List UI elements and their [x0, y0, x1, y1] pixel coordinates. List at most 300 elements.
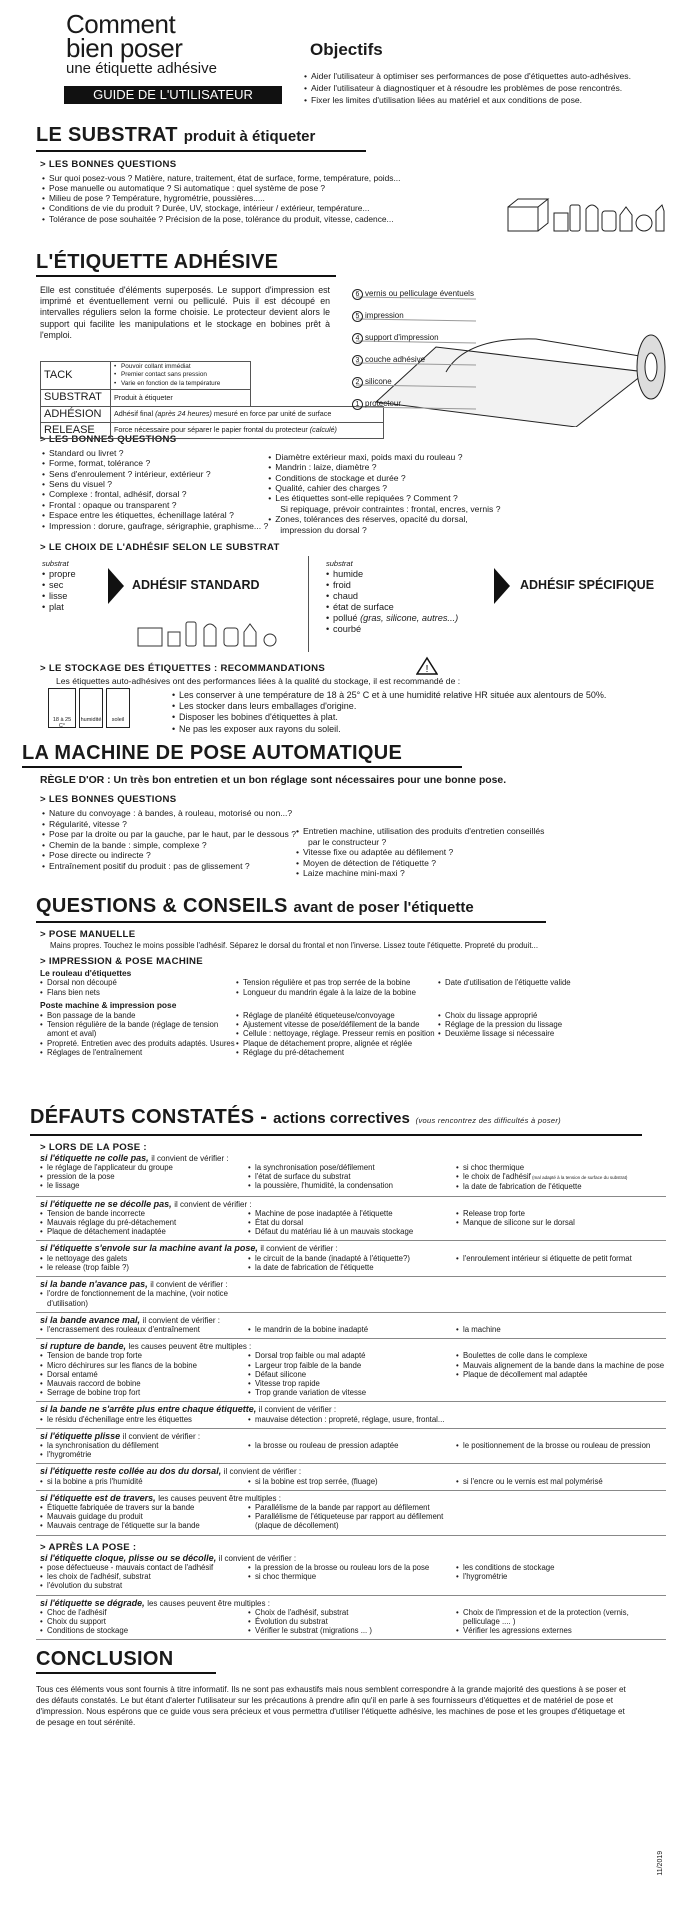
list-item: • Parallélisme de l'étiqueteuse par rapport au défilement (plaque de décollement)	[248, 1512, 456, 1530]
defect-column	[248, 1563, 456, 1591]
list-item: • Serrage de bobine trop fort	[40, 1388, 248, 1397]
list-item: • Défaut silicone	[248, 1370, 456, 1379]
list-item: • Choix du support	[40, 1617, 248, 1626]
list-item: • Propreté. Entretien avec des produits adaptés. Usures	[40, 1039, 236, 1048]
choice-title: > LE CHOIX DE L'ADHÉSIF SELON LE SUBSTRAT	[40, 542, 666, 554]
machine-section	[36, 775, 666, 895]
defect-column	[40, 1209, 248, 1237]
list-item: • Largeur trop faible de la bande	[248, 1361, 456, 1370]
list-item: • la poussière, l'humidité, la condensation	[248, 1181, 456, 1190]
objectives-list	[304, 70, 680, 106]
main-title: Comment bien poser	[66, 9, 183, 63]
arrow-right-icon	[492, 566, 512, 606]
defect-column	[40, 1503, 248, 1531]
list-item: • Qualité, cahier des charges ?	[268, 483, 500, 493]
list-item: • Conditions de stockage	[40, 1626, 248, 1635]
layer-number: 6	[352, 289, 363, 300]
defect-column	[248, 1608, 456, 1636]
defect-block	[40, 1432, 666, 1460]
layer-label	[352, 283, 502, 305]
layer-label	[352, 305, 502, 327]
release-label: RELEASE	[41, 423, 111, 439]
defect-block	[40, 1405, 666, 1423]
list-item: • Conditions de stockage et durée ?	[268, 473, 500, 483]
list-item: • Entretien machine, utilisation des produits d'entretien conseillés	[296, 826, 544, 837]
layer-text: support d'impression	[365, 333, 439, 343]
manual-text: Mains propres. Touchez le moins possible l'adhésif. Séparez le dorsal du frontal et non l'inverse. Lissez toute l'étiquette. Propreté du produit...	[50, 941, 539, 951]
list-item: • Les étiquettes sont-elle repiquées ? Comment ?	[268, 493, 500, 503]
list-item: • Espace entre les étiquettes, échenillage latéral ?	[42, 510, 268, 520]
list-item: • Date d'utilisation de l'étiquette valide	[438, 978, 666, 987]
storage-intro: Les étiquettes auto-adhésives ont des performances liées à la qualité du stockage, il est recommandé de :	[56, 676, 461, 687]
storage-item: • Les stocker dans leurs emballages d'origine.	[172, 701, 606, 712]
list-item: • Bon passage de la bande	[40, 1011, 236, 1020]
conclusion-heading: CONCLUSION	[36, 1648, 216, 1674]
list-item: • Réglage de planéité étiqueteuse/convoyage	[236, 1011, 438, 1020]
column-list	[40, 1011, 236, 1058]
list-item: • la synchronisation du défilement	[40, 1441, 248, 1450]
defect-column	[456, 1325, 666, 1334]
defect-column	[456, 1209, 666, 1237]
divider	[36, 1639, 666, 1640]
list-item: • l'évolution du substrat	[40, 1581, 248, 1590]
list-item: • sec	[42, 580, 76, 591]
defect-column	[40, 1415, 248, 1424]
list-item: • Pose directe ou indirecte ?	[42, 850, 296, 861]
layer-label	[352, 349, 502, 371]
storage-item: • Disposer les bobines d'étiquettes à plat.	[172, 712, 606, 723]
defect-heading: si l'étiquette s'envole sur la machine avant la pose, il convient de vérifier :	[40, 1243, 338, 1254]
list-item: • le nettoyage des galets	[40, 1254, 248, 1263]
list-item: • Choix de l'adhésif, substrat	[248, 1608, 456, 1617]
list-item: • Laize machine mini-maxi ?	[296, 868, 544, 879]
list-item: • le lissage	[40, 1181, 248, 1190]
substrat-questions	[42, 173, 512, 224]
defect-column	[456, 1254, 666, 1272]
divider	[36, 1196, 666, 1197]
defect-column	[248, 1415, 456, 1424]
list-item: • pose défectueuse - mauvais contact de l'adhésif	[40, 1563, 248, 1572]
divider	[36, 1338, 666, 1339]
column-list	[236, 1011, 438, 1058]
release-text: Force nécessaire pour séparer le papier frontal du protecteur (calculé)	[111, 423, 384, 439]
divider	[36, 1401, 666, 1402]
defect-column	[248, 1351, 456, 1397]
spec-list	[326, 569, 458, 635]
list-item: • l'hygrométrie	[456, 1572, 666, 1581]
defect-block	[40, 1599, 666, 1636]
etiquette-questions	[36, 434, 666, 535]
list-item: • le réglage de l'applicateur du groupe	[40, 1163, 248, 1172]
list-item: • mauvaise détection : propreté, réglage, usure, frontal...	[248, 1415, 456, 1424]
defect-heading: si l'étiquette se dégrade, les causes peuvent être multiples :	[40, 1597, 270, 1608]
question-item: • Sur quoi posez-vous ? Matière, nature, traitement, état de surface, forme, température, poids...	[42, 173, 512, 183]
choice-divider	[308, 556, 309, 652]
thermometer-icon: 18 à 25 C°	[48, 688, 76, 728]
defect-block	[40, 1342, 666, 1397]
list-item: • Réglage du pré-détachement	[236, 1048, 438, 1057]
questions-left	[42, 448, 268, 535]
svg-text:!: !	[425, 663, 429, 675]
defect-block	[40, 1244, 666, 1272]
list-item: • si l'encre ou le vernis est mal polymérisé	[456, 1477, 666, 1486]
layer-label	[352, 371, 502, 393]
defect-block	[40, 1467, 666, 1485]
list-item: • Tension régulière et pas trop serrée de la bobine	[236, 978, 438, 987]
list-item: • Machine de pose inadaptée à l'étiquette	[248, 1209, 456, 1218]
list-item: • si la bobine est trop serrée, (fluage)	[248, 1477, 456, 1486]
list-item: • le mandrin de la bobine inadapté	[248, 1325, 456, 1334]
layer-text: couche adhésive	[365, 355, 426, 365]
list-item: • l'encrassement des rouleaux d'entraînement	[40, 1325, 248, 1334]
list-item: • Pose par la droite ou par la gauche, par le haut, par le dessous ?	[42, 829, 296, 840]
list-item: • Standard ou livret ?	[42, 448, 268, 458]
defect-column	[248, 1289, 456, 1307]
defect-heading: si l'étiquette ne se décolle pas, il convient de vérifier :	[40, 1198, 252, 1209]
list-item: • Évolution du substrat	[248, 1617, 456, 1626]
list-item: • propre	[42, 569, 76, 580]
tack-item: • Premier contact sans pression	[114, 371, 247, 379]
layer-number: 3	[352, 355, 363, 366]
list-item: • Nature du convoyage : à bandes, à rouleau, motorisé ou non...?	[42, 808, 296, 819]
defauts-heading: DÉFAUTS CONSTATÉS - actions correctives (vous rencontrez des difficultés à poser)	[30, 1106, 642, 1136]
layer-number: 4	[352, 333, 363, 344]
storage	[36, 656, 666, 742]
apres-title: > APRÈS LA POSE :	[40, 1543, 666, 1552]
divider	[36, 1595, 666, 1596]
conseils-section	[36, 930, 666, 1106]
defect-heading: si la bande avance mal, il convient de vérifier :	[40, 1314, 220, 1325]
divider	[36, 1312, 666, 1313]
defect-column	[248, 1503, 456, 1531]
header	[36, 0, 666, 124]
list-item: • Frontal : opaque ou transparent ?	[42, 500, 268, 510]
etiquette-intro: Elle est constituée d'éléments superposés. Le support d'impression est imprimé et éventuellement verni ou pelliculé. Puis il est découpé en intervalles réguliers selon la forme choisie. Le protecteur devient alors le support qui facilite les manipulations et le stockage en bobines prêt à l'emploi.	[40, 285, 330, 340]
question-item: • Pose manuelle ou automatique ? Si automatique : quel système de pose ?	[42, 183, 512, 193]
list-item: • l'hygrométrie	[40, 1450, 248, 1459]
list-item: • Boulettes de colle dans le complexe	[456, 1351, 666, 1360]
defect-column	[456, 1608, 666, 1636]
list-item: • la machine	[456, 1325, 666, 1334]
sun-icon: soleil	[106, 688, 130, 728]
substrat-text: Produit à étiqueter	[111, 390, 251, 406]
column-list	[438, 1011, 666, 1058]
list-item: • Mauvais raccord de bobine	[40, 1379, 248, 1388]
arrow-right-icon	[106, 566, 126, 606]
spec-item: • humide	[326, 569, 458, 580]
list-item: • Dorsal trop faible ou mal adapté	[248, 1351, 456, 1360]
adhesive-choice	[36, 542, 666, 656]
list-item: • si choc thermique	[456, 1163, 666, 1172]
guide-banner: GUIDE DE L'UTILISATEUR	[64, 86, 282, 104]
note: (mal adapté à la tension de surface du substrat)	[530, 1175, 628, 1181]
list-item: • Moyen de détection de l'étiquette ?	[296, 858, 544, 869]
column-list	[236, 978, 438, 997]
defect-column	[456, 1563, 666, 1591]
column-list	[438, 978, 666, 997]
storage-item: • Les conserver à une température de 18 à 25° C et à une humidité relative HR située aux alentours de 50%.	[172, 690, 606, 701]
question-item: • Tolérance de pose souhaitée ? Précision de la pose, tolérance du produit, vitesse, cadence...	[42, 214, 512, 224]
spec-item: • courbé	[326, 624, 458, 635]
question-item: • Milieu de pose ? Température, hygrométrie, poussières.....	[42, 193, 512, 203]
list-item: • Dorsal non découpé	[40, 978, 236, 987]
products-illustration-icon	[506, 189, 666, 239]
list-item: • Longueur du mandrin égale à la laize de la bobine	[236, 988, 438, 997]
list-item: • Zones, tolérances des réserves, opacité du dorsal,	[268, 514, 500, 524]
properties-table	[40, 361, 384, 439]
list-item: • Dorsal entamé	[40, 1370, 248, 1379]
etiquette-questions-title: > LES BONNES QUESTIONS	[40, 434, 666, 446]
defect-heading: si la bande n'avance pas, il convient de vérifier :	[40, 1279, 228, 1290]
tack-label: TACK	[41, 362, 111, 390]
divider	[36, 1490, 666, 1491]
machine-questions-right	[296, 826, 544, 879]
list-item: • État du dorsal	[248, 1218, 456, 1227]
list-item: • le positionnement de la brosse ou rouleau de pression	[456, 1441, 666, 1450]
list-item: • Sens du visuel ?	[42, 479, 268, 489]
list-item: • Mandrin : laize, diamètre ?	[268, 462, 500, 472]
spec-item: • état de surface	[326, 602, 458, 613]
list-item: • Entraînement positif du produit : pas de glissement ?	[42, 861, 296, 872]
defect-column	[40, 1563, 248, 1591]
layer-text: protecteur	[365, 399, 402, 409]
list-item: • l'enroulement intérieur si étiquette de petit format	[456, 1254, 666, 1263]
rouleau-title: Le rouleau d'étiquettes	[40, 967, 132, 978]
humidity-icon: humidité	[79, 688, 103, 728]
defect-column	[248, 1325, 456, 1334]
list-item: • si choc thermique	[248, 1572, 456, 1581]
questions-right	[268, 452, 500, 535]
rouleau-columns	[40, 978, 666, 997]
defect-column	[40, 1325, 248, 1334]
defect-column	[456, 1351, 666, 1397]
std-substrat-label: substrat	[42, 558, 69, 568]
pm-title: Poste machine & impression pose	[40, 1000, 177, 1011]
list-item: • la date de fabrication de l'étiquette	[456, 1182, 666, 1191]
list-item: • les choix de l'adhésif, substrat	[40, 1572, 248, 1581]
list-item: • Réglages de l'entraînement	[40, 1048, 236, 1057]
std-list	[42, 569, 76, 613]
conclusion-text: Tous ces éléments vous sont fournis à titre informatif. Ils ne sont pas exhaustifs mais nous semblent correspondre à la grande majorité des questions à se poser et des défauts constatés. Le but étant d'alerter l'utilisateur sur les précautions à prendre afin qu'il en parle à ses fournisseurs d'étiquettes et de matériel de pose et d'impression. Nous espérons que ce guide vous sera précieux et vous permettra d'utiliser l'étiquette adhésive, les machines de pose et les groupes d'étiquetage et de pesage en tout sérénité.	[36, 1685, 626, 1728]
conseils-heading: QUESTIONS & CONSEILS avant de poser l'étiquette	[36, 895, 546, 923]
tack-item: • Pouvoir collant immédiat	[114, 363, 247, 371]
defect-heading: si l'étiquette reste collée au dos du dorsal, il convient de vérifier :	[40, 1466, 302, 1477]
list-item: • le résidu d'échenillage entre les étiquettes	[40, 1415, 248, 1424]
list-item: • les conditions de stockage	[456, 1563, 666, 1572]
list-item: • la date de fabrication de l'étiquette	[248, 1263, 456, 1272]
layer-number: 1	[352, 399, 363, 410]
layer-number: 5	[352, 311, 363, 322]
etiquette-heading: L'ÉTIQUETTE ADHÉSIVE	[36, 251, 336, 277]
substrat-questions-title: > LES BONNES QUESTIONS	[40, 159, 666, 171]
list-item: • la synchronisation pose/défilement	[248, 1163, 456, 1172]
divider	[36, 1463, 666, 1464]
storage-title: > LE STOCKAGE DES ÉTIQUETTES : RECOMMANDATIONS	[40, 663, 325, 675]
list-item: • Mauvais réglage du pré-détachement	[40, 1218, 248, 1227]
pm-columns	[40, 1011, 666, 1058]
warning-icon	[416, 656, 438, 676]
list-item: • Sens d'enroulement ? intérieur, extérieur ?	[42, 469, 268, 479]
question-item: • Conditions de vie du produit ? Durée, UV, stockage, intérieur / extérieur, température...	[42, 203, 512, 213]
divider	[36, 1240, 666, 1241]
list-item: par le constructeur ?	[308, 836, 387, 847]
defect-heading: si l'étiquette cloque, plisse ou se décolle, il convient de vérifier :	[40, 1552, 297, 1563]
defauts-section	[36, 1143, 666, 1641]
defect-column	[248, 1441, 456, 1459]
defect-heading: si l'étiquette est de travers, les causes peuvent être multiples :	[40, 1492, 281, 1503]
tack-cell	[111, 362, 251, 390]
manual-title: > POSE MANUELLE	[40, 930, 666, 939]
defect-heading: si l'étiquette ne colle pas, il convient de vérifier :	[40, 1152, 229, 1163]
defect-column	[456, 1441, 666, 1459]
list-item: • Mauvais guidage du produit	[40, 1512, 248, 1521]
storage-icons	[48, 688, 130, 728]
spec-adhesive-label: ADHÉSIF SPÉCIFIQUE	[520, 577, 655, 592]
list-item: • la pression de la brosse ou rouleau lors de la pose	[248, 1563, 456, 1572]
list-item: • Chemin de la bande : simple, complexe ?	[42, 840, 296, 851]
list-item: • Flans bien nets	[40, 988, 236, 997]
spec-item: • chaud	[326, 591, 458, 602]
defect-block	[40, 1154, 666, 1192]
layer-text: vernis ou pelliculage éventuels	[365, 289, 474, 299]
list-item: • Impression : dorure, gaufrage, sérigraphie, graphisme... ?	[42, 521, 268, 531]
spec-item: • froid	[326, 580, 458, 591]
defect-column	[248, 1209, 456, 1237]
list-item: Si repiquage, prévoir contraintes : frontal, encres, vernis ?	[280, 503, 501, 514]
list-item: • la brosse ou rouleau de pression adaptée	[248, 1441, 456, 1450]
defect-block	[40, 1316, 666, 1334]
defect-column	[248, 1254, 456, 1272]
list-item: • Forme, format, tolérance ?	[42, 458, 268, 468]
defect-column	[40, 1608, 248, 1636]
lors-blocks	[36, 1154, 666, 1536]
machine-pose-title: > IMPRESSION & POSE MACHINE	[40, 957, 666, 966]
list-item: • l'ordre de fonctionnement de la machine, (voir notice d'utilisation)	[40, 1289, 248, 1307]
regle-or: RÈGLE D'OR : Un très bon entretien et un bon réglage sont nécessaires pour une bonne pose.	[40, 774, 507, 786]
layer-label	[352, 393, 502, 415]
apres-blocks	[36, 1554, 666, 1641]
list-item: • Vérifier le substrat (migrations ... )	[248, 1626, 456, 1635]
list-item: • Micro déchirures sur les flancs de la bobine	[40, 1361, 248, 1370]
list-item: • Défaut du matériau lié à un mauvais stockage	[248, 1227, 456, 1236]
layer-text: impression	[365, 311, 404, 321]
defect-column	[456, 1415, 666, 1424]
defect-column	[40, 1351, 248, 1397]
divider	[36, 1535, 666, 1536]
spec-substrat-label: substrat	[326, 558, 353, 568]
spec-item: • pollué (gras, silicone, autres...)	[326, 613, 458, 624]
list-item: • Plaque de détachement propre, alignée et réglée	[236, 1039, 438, 1048]
list-item: • Deuxième lissage si nécessaire	[438, 1029, 666, 1038]
defect-column	[456, 1503, 666, 1531]
list-item: • le release (trop faible ?)	[40, 1263, 248, 1272]
defect-column	[40, 1163, 248, 1192]
machine-heading: LA MACHINE DE POSE AUTOMATIQUE	[22, 742, 462, 768]
list-item: • Ajustement vitesse de pose/défilement de la bande	[236, 1020, 438, 1029]
list-item: • le choix de l'adhésif (mal adapté à la tension de surface du substrat)	[456, 1172, 666, 1182]
defect-column	[40, 1289, 248, 1307]
list-item: • Diamètre extérieur maxi, poids maxi du rouleau ?	[268, 452, 500, 462]
list-item: • Régularité, vitesse ?	[42, 819, 296, 830]
defect-heading: si la bande ne s'arrête plus entre chaque étiquette, il convient de vérifier :	[40, 1404, 337, 1415]
objective-item: • Aider l'utilisateur à diagnostiquer et à résoudre les problèmes de pose rencontrés.	[304, 82, 680, 94]
list-item: • Choc de l'adhésif	[40, 1608, 248, 1617]
defect-block	[40, 1494, 666, 1531]
defect-column	[40, 1254, 248, 1272]
list-item: • Plaque de décollement mal adaptée	[456, 1370, 666, 1379]
list-item: • si la bobine a pris l'humidité	[40, 1477, 248, 1486]
list-item: • plat	[42, 602, 76, 613]
defect-heading: si rupture de bande, les causes peuvent être multiples :	[40, 1341, 252, 1352]
defect-column	[40, 1477, 248, 1486]
layer-label	[352, 327, 502, 349]
adhesion-text: Adhésif final (après 24 heures) mesuré en force par unité de surface	[111, 406, 384, 422]
machine-questions-title: > LES BONNES QUESTIONS	[40, 794, 666, 806]
list-item: • Tension régulière de la bande (réglage de tension amont et aval)	[40, 1020, 236, 1039]
defect-column	[456, 1477, 666, 1486]
etiquette-section	[36, 277, 666, 437]
list-item: • Mauvais centrage de l'étiquette sur la bande	[40, 1521, 248, 1530]
layer-text: silicone	[365, 377, 392, 387]
std-adhesive-label: ADHÉSIF STANDARD	[132, 577, 260, 592]
list-item: • Mauvais alignement de la bande dans la machine de pose	[456, 1361, 666, 1370]
objective-item: • Fixer les limites d'utilisation liées au matériel et aux conditions de pose.	[304, 94, 680, 106]
layer-labels	[352, 283, 502, 415]
defect-block	[40, 1200, 666, 1237]
divider	[36, 1276, 666, 1277]
list-item: • Release trop forte	[456, 1209, 666, 1218]
defect-block	[40, 1554, 666, 1591]
tack-item: • Varie en fonction de la température	[114, 380, 247, 388]
defect-column	[456, 1289, 666, 1307]
column-list	[40, 978, 236, 997]
adhesion-label: ADHÉSION	[41, 406, 111, 422]
subtitle: une étiquette adhésive	[66, 60, 217, 77]
list-item: • Vérifier les agressions externes	[456, 1626, 666, 1635]
list-item: • Tension de bande trop forte	[40, 1351, 248, 1360]
list-item: • Tension de bande incorrecte	[40, 1209, 248, 1218]
machine-questions-left	[42, 808, 296, 879]
substrat-label: SUBSTRAT	[41, 390, 111, 406]
list-item: • Choix de l'impression et de la protection (vernis, pelliculage .... )	[456, 1608, 666, 1626]
list-item: • Parallélisme de la bande par rapport au défilement	[248, 1503, 456, 1512]
defect-column	[40, 1441, 248, 1459]
list-item: • Complexe : frontal, adhésif, dorsal ?	[42, 489, 268, 499]
defect-heading: si l'étiquette plisse il convient de vérifier :	[40, 1430, 201, 1441]
storage-item: • Ne pas les exposer aux rayons du soleil.	[172, 724, 606, 735]
list-item: • Plaque de détachement inadaptée	[40, 1227, 248, 1236]
print-date: 11/2019	[657, 1851, 665, 1877]
defect-column	[248, 1163, 456, 1192]
defect-column	[248, 1477, 456, 1486]
list-item: • Trop grande variation de vitesse	[248, 1388, 456, 1397]
list-item: • Manque de silicone sur le dorsal	[456, 1218, 666, 1227]
objective-item: • Aider l'utilisateur à optimiser ses performances de pose d'étiquettes auto-adhésives.	[304, 70, 680, 82]
list-item: • Vitesse trop rapide	[248, 1379, 456, 1388]
list-item: • pression de la pose	[40, 1172, 248, 1181]
substrat-section	[36, 159, 666, 251]
list-item: • le circuit de la bande (inadapté à l'étiquette?)	[248, 1254, 456, 1263]
defect-column	[456, 1163, 666, 1192]
list-item: • Étiquette fabriquée de travers sur la bande	[40, 1503, 248, 1512]
list-item: • Cellule : nettoyage, réglage. Presseur remis en position	[236, 1029, 438, 1038]
list-item: • l'état de surface du substrat	[248, 1172, 456, 1181]
substrat-heading: LE SUBSTRAT produit à étiqueter	[36, 124, 366, 152]
storage-list	[172, 690, 606, 736]
list-item: • Réglage de la pression du lissage	[438, 1020, 666, 1029]
list-item: impression du dorsal ?	[280, 524, 367, 535]
lors-title: > LORS DE LA POSE :	[40, 1143, 666, 1152]
